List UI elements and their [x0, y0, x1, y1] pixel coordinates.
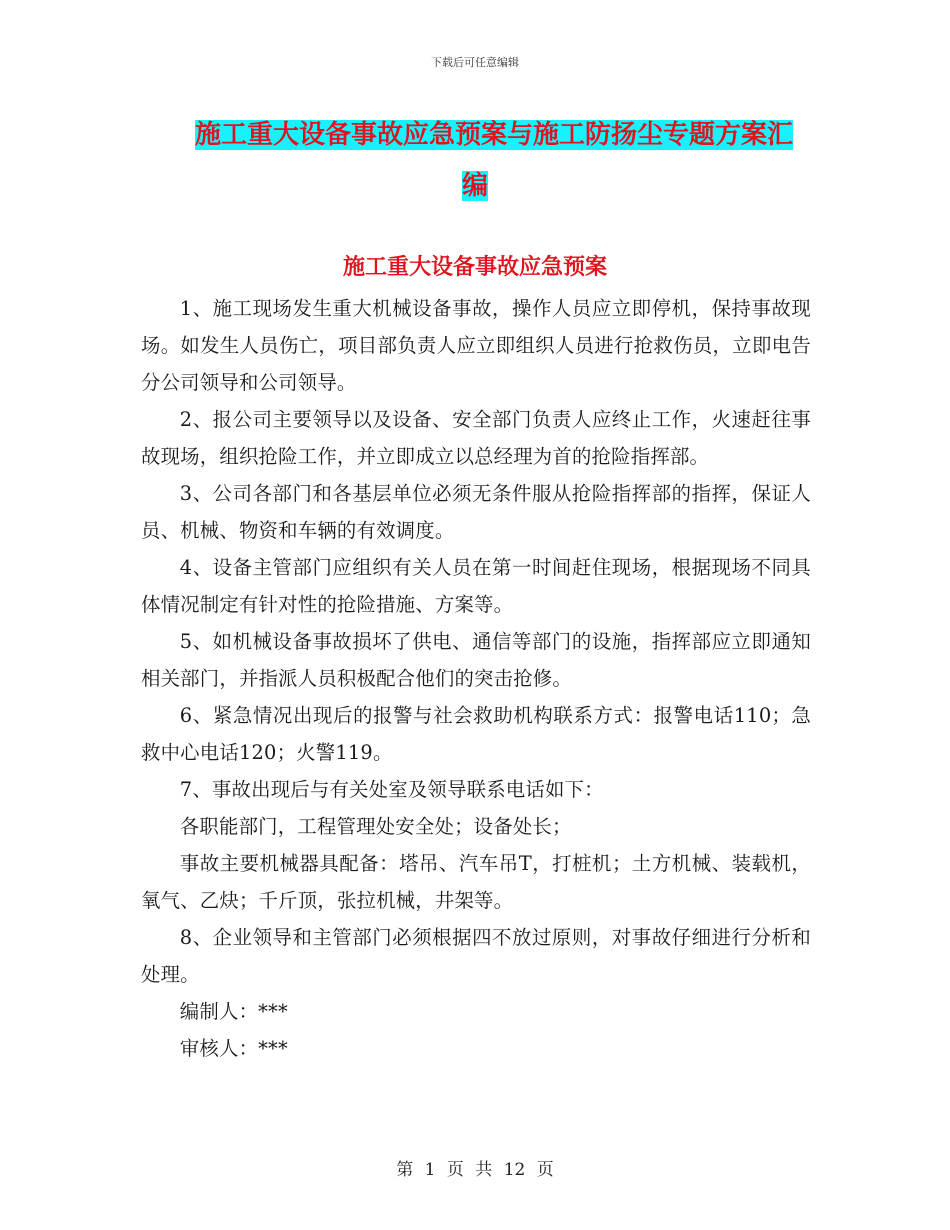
reviewer-line: 审核人：***: [179, 1037, 288, 1060]
paragraph: 事故主要机械器具配备：塔吊、汽车吊T，打桩机；土方机械、装载机，氧气、乙炔；千斤顶，张拉机械，井架等。: [141, 852, 811, 912]
paragraph: 6、紧急情况出现后的报警与社会救助机构联系方式：报警电话110；急救中心电话120；火警119。: [141, 704, 811, 764]
paragraph: 各职能部门，工程管理处安全处；设备处长；: [179, 815, 572, 838]
document-body: [141, 290, 811, 1067]
page-number: 第 1 页 共 12 页: [396, 1160, 554, 1180]
paragraph: 4、设备主管部门应组织有关人员在第一时间赶住现场，根据现场不同具体情况制定有针对性的抢险措施、方案等。: [141, 556, 811, 616]
header-note: 下载后可任意编辑: [431, 56, 519, 69]
paragraph: 1、施工现场发生重大机械设备事故，操作人员应立即停机，保持事故现场。如发生人员伤亡，项目部负责人应立即组织人员进行抢救伤员，立即电告分公司领导和公司领导。: [141, 297, 811, 394]
title-line-2: 编: [461, 171, 488, 201]
paragraph: 8、企业领导和主管部门必须根据四不放过原则，对事故仔细进行分析和处理。: [141, 926, 811, 986]
title-line-1: 施工重大设备事故应急预案与施工防扬尘专题方案汇: [195, 120, 794, 150]
section-title: 施工重大设备事故应急预案: [342, 255, 607, 280]
paragraph: 2、报公司主要领导以及设备、安全部门负责人应终止工作，火速赶往事故现场，组织抢险工作，并立即成立以总经理为首的抢险指挥部。: [141, 408, 811, 468]
paragraph: 5、如机械设备事故损坏了供电、通信等部门的设施，指挥部应立即通知相关部门，并指派人员积极配合他们的突击抢修。: [141, 630, 811, 690]
document-title: [140, 110, 810, 212]
compiler-line: 编制人：***: [179, 1000, 288, 1023]
paragraph: 7、事故出现后与有关处室及领导联系电话如下：: [179, 778, 604, 801]
paragraph: 3、公司各部门和各基层单位必须无条件服从抢险指挥部的指挥，保证人员、机械、物资和车辆的有效调度。: [141, 482, 811, 542]
